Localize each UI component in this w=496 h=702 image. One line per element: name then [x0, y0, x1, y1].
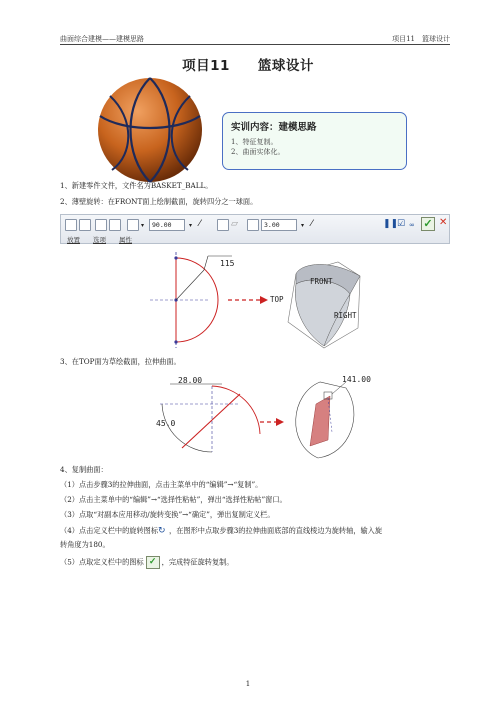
step-4-5-text-b: ，完成特征旋转复制。	[161, 557, 234, 567]
page-number: 1	[245, 680, 251, 688]
remove-material-button[interactable]	[217, 219, 229, 231]
revolve-dashboard-toolbar	[60, 214, 450, 244]
header-right: 项目11 篮球设计	[392, 35, 450, 43]
step-3-text: 3、在TOP面为草绘截面，拉伸曲面。	[60, 357, 181, 366]
confirm-check-icon: ✓	[146, 556, 160, 569]
dimension-label: 115	[220, 259, 235, 268]
flip-direction-icon[interactable]: ⁄	[199, 219, 201, 229]
angle-input[interactable]: 90.00	[149, 219, 185, 231]
callout-heading: 实训内容：建模思路	[231, 122, 317, 133]
glasses-icon[interactable]: ∞	[409, 221, 415, 229]
tab-properties[interactable]: 属性	[119, 236, 132, 244]
callout-item: 1、特征复制。	[231, 138, 278, 146]
step-4-4-line	[60, 525, 450, 537]
step-4-3-text: （3）点取“对副本应用移动/旋转变换”→“确定”，弹出复制定义栏。	[60, 510, 275, 519]
datum-label-right: RIGHT	[334, 311, 357, 320]
basketball-image	[94, 74, 206, 186]
sketch-button[interactable]	[95, 219, 107, 231]
callout-item: 2、曲面实体化。	[231, 148, 285, 156]
step-4-4-text-a: （4）点击定义栏中的旋转图标	[60, 526, 159, 535]
revolve-sketch-figure	[150, 250, 390, 350]
preview-icon[interactable]: ☑	[397, 219, 406, 229]
step-4-4-text-c: 转角度为180。	[60, 540, 110, 549]
tab-placement[interactable]: 放置	[67, 236, 80, 244]
step-2-text: 2、薄壁旋转：在FRONT面上绘制截面，旋转四分之一球面。	[60, 197, 258, 206]
step-4-4-text-b: ，在图形中点取步骤3的拉伸曲面底部的直线棱边为旋转轴，输入旋	[169, 526, 383, 535]
step-4-5-line	[60, 556, 450, 569]
rotate-icon: ↻	[158, 526, 166, 536]
angle-type-button[interactable]	[127, 219, 139, 231]
cancel-x-icon[interactable]: ✕	[439, 217, 448, 228]
page-title: 项目11 篮球设计	[182, 58, 314, 74]
step-4-1-text: （1）点击步骤3的拉伸曲面，点击主菜单中的“编辑”→“复制”。	[60, 480, 263, 489]
pause-icon[interactable]: ❚❚	[383, 219, 399, 229]
datum-label-top: TOP	[270, 295, 284, 304]
chevron-down-icon[interactable]: ▾	[301, 222, 305, 229]
dimension-label: 141.00	[342, 375, 371, 384]
axis-button[interactable]	[109, 219, 121, 231]
header-divider	[60, 44, 450, 45]
tab-options[interactable]: 选项	[93, 236, 106, 244]
solid-type-button[interactable]	[65, 219, 77, 231]
thicken-button[interactable]	[247, 219, 259, 231]
step-4-2-text: （2）点击主菜单中的“编辑”→“选择性粘帖”，弹出“选择性粘帖”窗口。	[60, 495, 287, 504]
step-4-text: 4、复制曲面：	[60, 465, 108, 474]
chevron-down-icon[interactable]: ▾	[189, 222, 193, 229]
step-1-text: 1、新建零件文件，文件名为BASKET_BALL。	[60, 181, 213, 190]
extrude-sketch-figure	[150, 374, 390, 460]
training-content-callout	[222, 112, 407, 170]
dimension-label: 28.00	[178, 376, 203, 385]
thicken-icon[interactable]: ▱	[231, 219, 238, 229]
chevron-down-icon[interactable]: ▾	[141, 222, 145, 229]
flip-thickness-icon[interactable]: ⁄	[311, 219, 313, 229]
surface-type-button[interactable]	[79, 219, 91, 231]
header-left: 曲面综合建模——建模思路	[60, 35, 144, 43]
thickness-input[interactable]: 3.00	[261, 219, 297, 231]
confirm-check-icon[interactable]: ✓	[421, 217, 435, 231]
datum-label-front: FRONT	[310, 277, 333, 286]
dimension-label: 45.0	[156, 419, 176, 428]
step-4-5-text-a: （5）点取定义栏中的图标	[60, 557, 144, 567]
